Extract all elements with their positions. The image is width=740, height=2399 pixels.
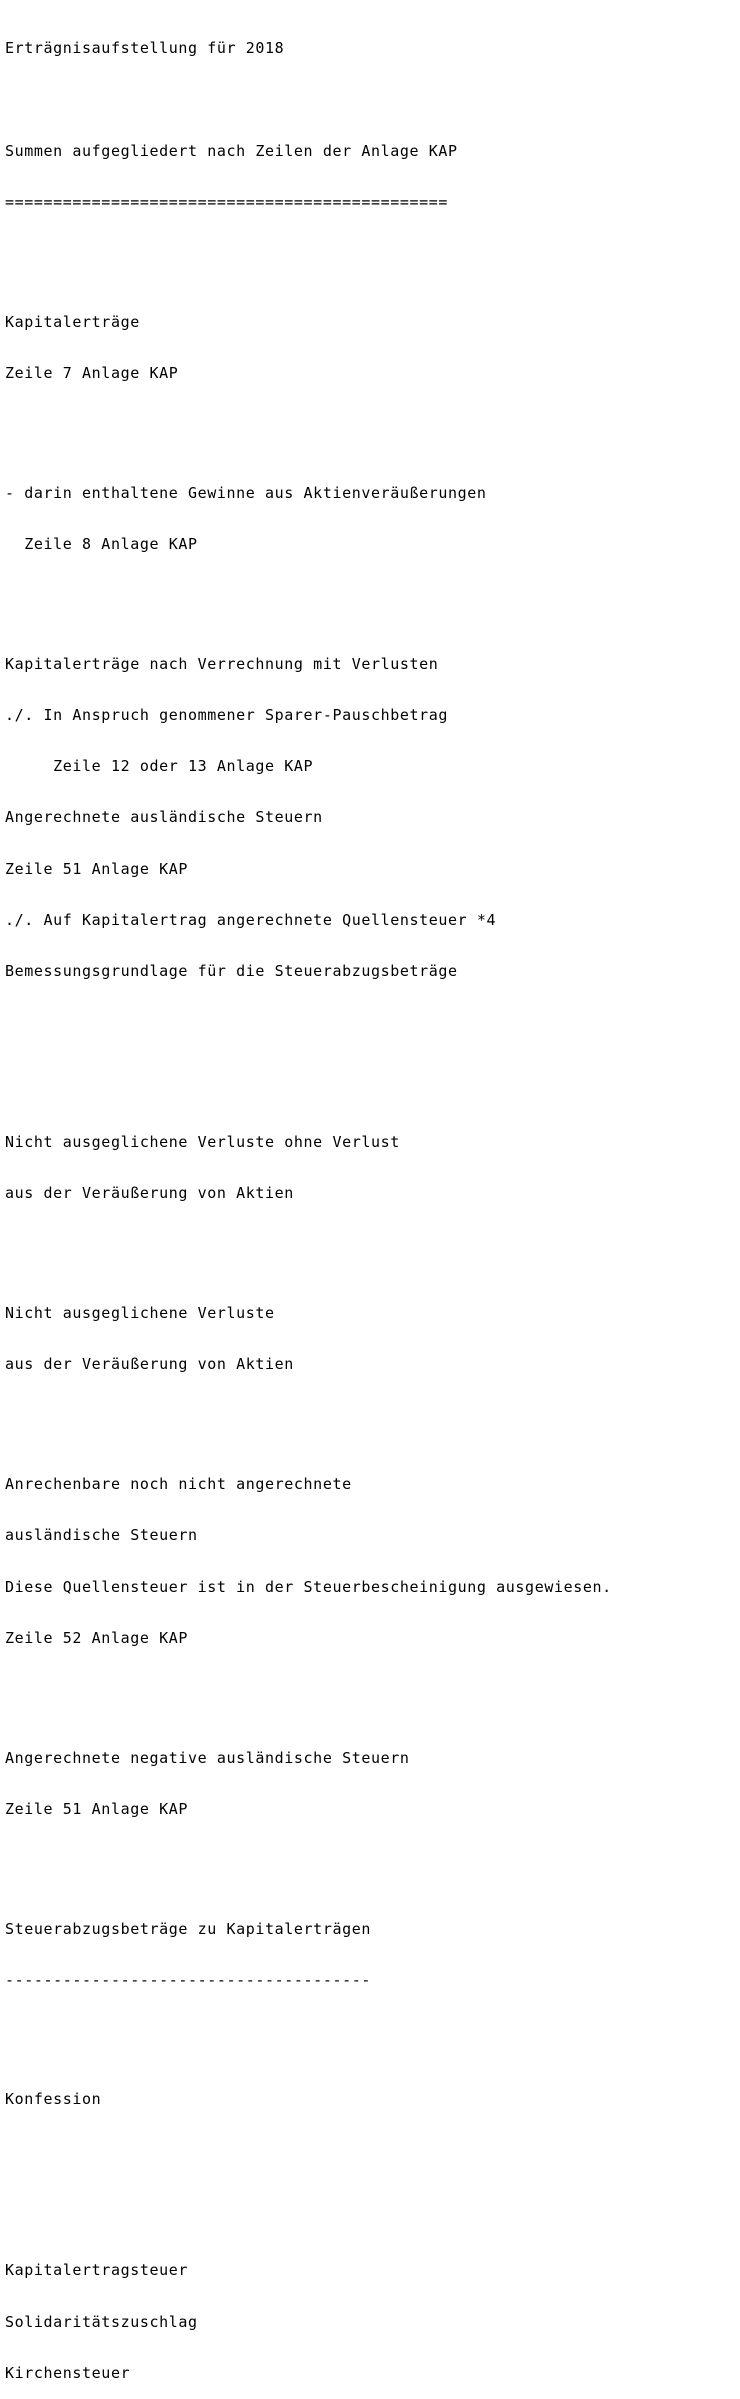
quellensteuer-label: ./. Auf Kapitalertrag angerechnete Quellensteuer *4: [5, 910, 497, 929]
blank-line: [5, 1066, 740, 1083]
tax-statement-document: [5, 6, 740, 2399]
blank-line: [5, 2023, 740, 2040]
blank-line: [5, 1015, 740, 1032]
aktiengewinne-label: - darin enthaltene Gewinne aus Aktienveräußerungen: [5, 483, 487, 502]
anrechenbare-line1: Anrechenbare noch nicht angerechnete: [5, 1475, 352, 1494]
blank-line: [5, 91, 740, 108]
blank-line: [5, 416, 740, 433]
anrechenbare-line3: Diese Quellensteuer ist in der Steuerbescheinigung ausgewiesen.: [5, 1577, 612, 1596]
verluste-aktien-line1: Nicht ausgeglichene Verluste: [5, 1304, 275, 1323]
blank-line: [5, 1237, 740, 1254]
auslaendische-steuern-zeile: Zeile 51 Anlage KAP: [5, 859, 188, 878]
sparer-pauschbetrag-zeile: Zeile 12 oder 13 Anlage KAP: [5, 757, 314, 776]
verrechnung-label: Kapitalerträge nach Verrechnung mit Verlusten: [5, 654, 439, 673]
anrechenbare-zeile: Zeile 52 Anlage KAP: [5, 1628, 188, 1647]
anrechenbare-line2: ausländische Steuern: [5, 1526, 198, 1545]
kapitalertraege-zeile: Zeile 7 Anlage KAP: [5, 363, 179, 382]
negative-steuern-zeile: Zeile 51 Anlage KAP: [5, 1799, 188, 1818]
kirchensteuer-label: Kirchensteuer: [5, 2363, 131, 2382]
auslaendische-steuern-label: Angerechnete ausländische Steuern: [5, 808, 323, 827]
steuerabzug-heading: Steuerabzugsbeträge zu Kapitalerträgen: [5, 1919, 371, 1938]
negative-steuern-label: Angerechnete negative ausländische Steuern: [5, 1748, 410, 1767]
blank-line: [5, 2194, 740, 2211]
verluste-ohne-aktien-line2: aus der Veräußerung von Aktien: [5, 1184, 294, 1203]
double-rule-divider: ==============================================: [5, 193, 449, 212]
document-title: Erträgnisaufstellung für 2018: [5, 39, 285, 58]
dashed-rule-divider: --------------------------------------: [5, 1970, 371, 1989]
verluste-ohne-aktien-line1: Nicht ausgeglichene Verluste ohne Verlust: [5, 1133, 400, 1152]
sparer-pauschbetrag-label: ./. In Anspruch genommener Sparer-Pauschbetrag: [5, 705, 449, 724]
blank-line: [5, 1681, 740, 1698]
konfession-label: Konfession: [5, 2090, 102, 2109]
blank-line: [5, 1408, 740, 1425]
bemessungsgrundlage-label: Bemessungsgrundlage für die Steuerabzugsbeträge: [5, 962, 458, 981]
solidaritaetszuschlag-label: Solidaritätszuschlag: [5, 2312, 198, 2331]
document-subtitle: Summen aufgegliedert nach Zeilen der Anlage KAP: [5, 141, 458, 160]
kapitalertraege-label: Kapitalerträge: [5, 312, 140, 331]
verluste-aktien-line2: aus der Veräußerung von Aktien: [5, 1355, 294, 1374]
blank-line: [5, 1852, 740, 1869]
aktiengewinne-zeile: Zeile 8 Anlage KAP: [5, 534, 198, 553]
blank-line: [5, 2143, 740, 2160]
blank-line: [5, 587, 740, 604]
kapitalertragsteuer-label: Kapitalertragsteuer: [5, 2261, 188, 2280]
blank-line: [5, 245, 740, 262]
